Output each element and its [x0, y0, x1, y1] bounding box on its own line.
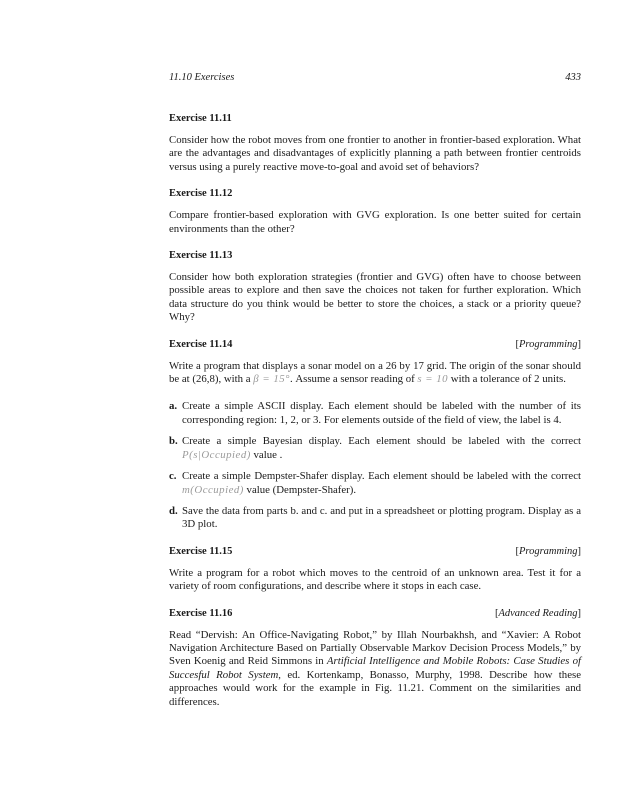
text-run: value (Dempster-Shafer). — [243, 483, 357, 496]
text-run: , ed. Kortenkamp, Bonasso, Murphy, 1998. Describe how these approaches would work for the example in Fig. 11.21. Comment on the similarities and differences. — [169, 668, 581, 708]
subtask-text — [182, 470, 581, 497]
exercise-title — [169, 249, 581, 262]
exercise-text: Consider how both exploration strategies (frontier and GVG) often have to choose between possible areas to explore and then save the choices not taken for further exploration. Which data structure do you think would be better to store the choices, a stack or a priority queue? Why? — [169, 271, 581, 324]
text-run: Create a simple Bayesian display. Each element should be labeled with the correct — [182, 435, 581, 448]
text-run: . Assume a sensor reading of — [289, 373, 418, 386]
exercise-list — [169, 112, 581, 722]
exercise-title — [169, 187, 581, 200]
exercise-text — [169, 629, 581, 709]
running-head — [169, 72, 581, 88]
subtask-label: a. — [169, 400, 178, 413]
subtask-label: c. — [169, 470, 177, 483]
exercise-tag-text: Programming — [518, 545, 578, 557]
exercise-tag: [Programming] — [515, 338, 581, 350]
exercise-11-12 — [169, 187, 581, 236]
math-probability: P(s|Occupied) — [182, 448, 251, 461]
exercise-tag: [Programming] — [515, 545, 581, 557]
exercise-title-text: Exercise 11.13 — [169, 250, 233, 262]
subtask-item — [169, 505, 581, 532]
exercise-tag-text: Advanced Reading — [498, 607, 578, 619]
exercise-tag-text: Programming — [518, 338, 578, 350]
math-s: s = 10 — [417, 373, 449, 386]
exercise-text: Consider how the robot moves from one frontier to another in frontier-based exploration. What are the advantages and disadvantages of explicitly planning a path between frontier centroids versus using a purely reactive move-to-goal and avoid set of behaviors? — [169, 134, 581, 173]
exercise-title — [169, 338, 581, 351]
subtask-text: Save the data from parts b. and c. and put in a spreadsheet or plotting program. Display as a 3D plot. — [182, 504, 581, 531]
exercise-title-text: Exercise 11.12 — [169, 188, 233, 200]
exercise-11-16 — [169, 607, 581, 709]
exercise-title — [169, 112, 581, 125]
exercise-text: Write a program for a robot which moves to the centroid of an unknown area. Test it for a variety of room configurations, and describe where it stops in each case. — [169, 566, 581, 593]
exercise-title — [169, 545, 581, 558]
text-run: Read “Dervish: An Office-Navigating Robot,” by Illah Nourbakhsh, and “Xavier: A Robot Navigation Architecture Based on Partially Observable Markov Decision Process Models,” by Sven Koenig and Reid Simmons in — [169, 628, 581, 668]
book-title: Artificial Intelligence and Mobile Robots: Case Studies of Succesful Robot System — [169, 655, 581, 681]
exercise-11-15 — [169, 545, 581, 594]
subtask-list — [169, 400, 581, 531]
exercise-title-text: Exercise 11.14 — [169, 338, 233, 350]
text-run: Create a simple Dempster-Shafer display. Each element should be labeled with the correct — [182, 470, 581, 483]
section-header: 11.10 Exercises — [169, 72, 235, 83]
exercise-title — [169, 607, 581, 620]
exercise-11-13 — [169, 249, 581, 325]
exercise-title-text: Exercise 11.11 — [169, 113, 232, 124]
subtask-item — [169, 400, 581, 427]
exercise-tag: [Advanced Reading] — [494, 607, 581, 619]
exercise-11-14 — [169, 338, 581, 532]
subtask-text: Create a simple ASCII display. Each element should be labeled with the number of its corresponding region: 1, 2, or 3. For elements outside of the field of view, the label is 4. — [182, 400, 581, 426]
subtask-item — [169, 470, 581, 497]
text-run: Write a program that displays a sonar model on a 26 by 17 grid. The origin of the sonar should be at (26,8), with a — [169, 359, 581, 386]
subtask-item — [169, 435, 581, 462]
exercise-title-text: Exercise 11.16 — [169, 607, 233, 619]
exercise-text: Compare frontier-based exploration with GVG exploration. Is one better suited for certain environments than the other? — [169, 209, 581, 235]
exercise-title-text: Exercise 11.15 — [169, 545, 233, 557]
exercise-text — [169, 360, 581, 387]
page-number: 433 — [565, 72, 581, 83]
subtask-label: b. — [169, 435, 178, 448]
math-mass: m(Occupied) — [182, 483, 244, 496]
text-run: value . — [250, 448, 283, 461]
text-run: with a tolerance of 2 units. — [448, 373, 566, 386]
exercise-11-11 — [169, 112, 581, 174]
subtask-text — [182, 435, 581, 462]
math-beta: β = 15° — [253, 373, 290, 386]
subtask-label: d. — [169, 504, 178, 517]
